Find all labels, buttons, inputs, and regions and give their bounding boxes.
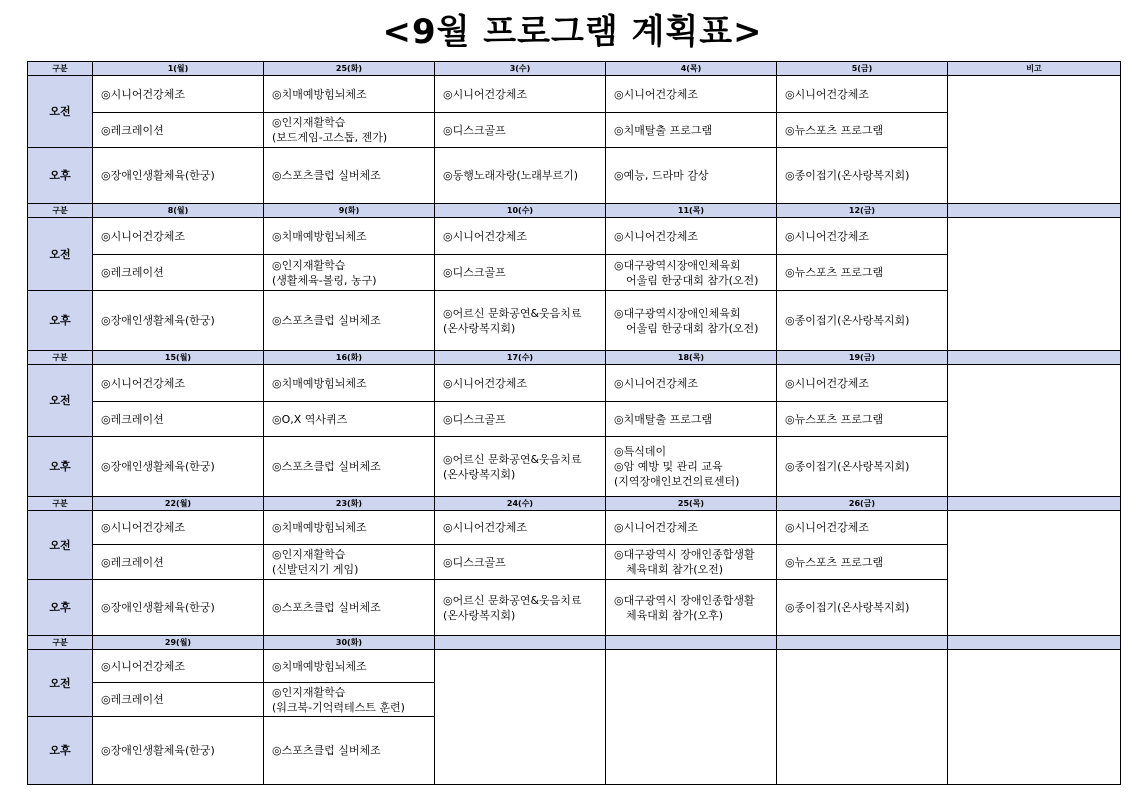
am-label: 오전 bbox=[28, 76, 93, 148]
gubun-label: 구분 bbox=[28, 497, 93, 511]
program-text: ◎시니어건강체조 bbox=[101, 87, 185, 101]
day-header: 23(화) bbox=[264, 497, 435, 511]
am-cell bbox=[606, 218, 777, 255]
remarks-cell bbox=[948, 76, 1121, 204]
am-cell bbox=[606, 113, 777, 148]
am-cell bbox=[264, 218, 435, 255]
pm-cell bbox=[264, 148, 435, 204]
day-header: 11(목) bbox=[606, 204, 777, 218]
program-text: ◎특식데이 bbox=[614, 445, 667, 458]
am-row-1 bbox=[28, 650, 1121, 683]
page-title: <9월 프로그램 계획표> bbox=[382, 12, 763, 52]
program-text: (생활체육-볼링, 농구) bbox=[272, 273, 377, 287]
program-text: ◎스포츠클럽 실버체조 bbox=[272, 744, 381, 757]
program-text: 체육대회 참가(오후) bbox=[626, 608, 724, 622]
program-text: ◎인지재활학습 bbox=[272, 685, 346, 699]
am-cell bbox=[93, 76, 264, 113]
am-row-1 bbox=[28, 511, 1121, 545]
program-text: 체육대회 참가(오전) bbox=[626, 563, 724, 576]
week-header-row bbox=[28, 62, 1121, 76]
program-text: ◎종이접기(온사랑복지회) bbox=[785, 314, 910, 327]
pm-label: 오후 bbox=[28, 580, 93, 636]
program-text: ◎장애인생활체육(한궁) bbox=[101, 314, 215, 327]
program-text: ◎레크레이션 bbox=[101, 266, 164, 279]
gubun-label: 구분 bbox=[28, 62, 93, 76]
remarks-cell bbox=[948, 365, 1121, 497]
pm-cell bbox=[777, 580, 948, 636]
pm-cell bbox=[606, 291, 777, 351]
day-header: 26(금) bbox=[777, 497, 948, 511]
program-text: ◎시니어건강체조 bbox=[101, 659, 185, 673]
pm-cell bbox=[93, 148, 264, 204]
am-cell bbox=[777, 545, 948, 580]
program-text: ◎시니어건강체조 bbox=[101, 376, 185, 390]
program-text: (워크북-기억력테스트 훈련) bbox=[272, 700, 405, 714]
day-header: 19(금) bbox=[777, 351, 948, 365]
program-text: ◎장애인생활체육(한궁) bbox=[101, 169, 215, 182]
pm-cell bbox=[777, 437, 948, 497]
program-text: ◎디스크골프 bbox=[443, 555, 506, 569]
am-cell bbox=[435, 113, 606, 148]
remarks-header bbox=[948, 497, 1121, 511]
program-text: ◎시니어건강체조 bbox=[443, 87, 527, 101]
am-cell bbox=[93, 402, 264, 437]
am-cell bbox=[435, 545, 606, 580]
am-cell bbox=[606, 255, 777, 291]
program-text: ◎치매예방힘뇌체조 bbox=[272, 659, 367, 673]
week-header-row bbox=[28, 636, 1121, 650]
program-text: (온사랑복지회) bbox=[443, 608, 516, 622]
program-text: (보드게임-고스톱, 젠가) bbox=[272, 131, 388, 144]
day-header: 18(목) bbox=[606, 351, 777, 365]
program-text: ◎시니어건강체조 bbox=[614, 521, 698, 534]
program-text: ◎인지재활학습 bbox=[272, 548, 346, 561]
program-text: ◎디스크골프 bbox=[443, 412, 506, 426]
remarks-header bbox=[948, 351, 1121, 365]
am-cell bbox=[264, 650, 435, 683]
am-cell bbox=[435, 650, 606, 785]
am-label: 오전 bbox=[28, 365, 93, 437]
program-text: ◎시니어건강체조 bbox=[785, 229, 869, 243]
day-header: 17(수) bbox=[435, 351, 606, 365]
day-header: 8(월) bbox=[93, 204, 264, 218]
program-text: ◎디스크골프 bbox=[443, 266, 506, 279]
day-header: 12(금) bbox=[777, 204, 948, 218]
remarks-header bbox=[948, 204, 1121, 218]
am-cell bbox=[777, 113, 948, 148]
program-text: ◎인지재활학습 bbox=[272, 116, 346, 129]
pm-label: 오후 bbox=[28, 291, 93, 351]
program-text: (신발던지기 게임) bbox=[272, 563, 359, 576]
am-cell bbox=[93, 113, 264, 148]
program-text: ◎시니어건강체조 bbox=[101, 521, 185, 534]
program-text: ◎스포츠클럽 실버체조 bbox=[272, 460, 381, 473]
gubun-label: 구분 bbox=[28, 636, 93, 650]
pm-cell bbox=[606, 580, 777, 636]
program-text: ◎레크레이션 bbox=[101, 555, 164, 569]
am-cell bbox=[435, 402, 606, 437]
program-text: ◎시니어건강체조 bbox=[785, 521, 869, 534]
day-header bbox=[435, 636, 606, 650]
program-text: ◎스포츠클럽 실버체조 bbox=[272, 601, 381, 614]
program-text: ◎시니어건강체조 bbox=[785, 87, 869, 101]
day-header: 10(수) bbox=[435, 204, 606, 218]
am-cell bbox=[93, 255, 264, 291]
program-text: ◎치매예방힘뇌체조 bbox=[272, 376, 367, 390]
program-text: ◎레크레이션 bbox=[101, 412, 164, 426]
am-cell bbox=[435, 218, 606, 255]
program-text: ◎대구광역시장애인체육회 bbox=[614, 306, 741, 320]
day-header: 25(목) bbox=[606, 497, 777, 511]
am-cell bbox=[264, 113, 435, 148]
pm-cell bbox=[435, 148, 606, 204]
am-row-1 bbox=[28, 218, 1121, 255]
pm-cell bbox=[264, 580, 435, 636]
day-header: 16(화) bbox=[264, 351, 435, 365]
week-header-row bbox=[28, 351, 1121, 365]
am-cell bbox=[93, 683, 264, 717]
program-text: ◎대구광역시장애인체육회 bbox=[614, 258, 741, 272]
program-text: ◎디스크골프 bbox=[443, 123, 506, 137]
day-header: 5(금) bbox=[777, 62, 948, 76]
pm-cell bbox=[264, 291, 435, 351]
program-text: ◎종이접기(온사랑복지회) bbox=[785, 460, 910, 473]
day-header: 25(화) bbox=[264, 62, 435, 76]
program-text: 어울림 한궁대회 참가(오전) bbox=[626, 321, 759, 335]
am-cell bbox=[606, 365, 777, 402]
program-text: ◎장애인생활체육(한궁) bbox=[101, 744, 215, 757]
program-text: ◎시니어건강체조 bbox=[614, 229, 698, 243]
program-text: ◎뉴스포츠 프로그램 bbox=[785, 555, 884, 569]
program-text: ◎O,X 역사퀴즈 bbox=[272, 412, 348, 426]
program-text: ◎종이접기(온사랑복지회) bbox=[785, 169, 910, 182]
am-cell bbox=[606, 545, 777, 580]
gubun-label: 구분 bbox=[28, 351, 93, 365]
am-cell bbox=[777, 365, 948, 402]
am-cell bbox=[777, 76, 948, 113]
pm-label: 오후 bbox=[28, 717, 93, 785]
pm-cell bbox=[606, 148, 777, 204]
pm-cell bbox=[435, 437, 606, 497]
pm-cell bbox=[606, 437, 777, 497]
am-cell bbox=[435, 511, 606, 545]
remarks-header bbox=[948, 636, 1121, 650]
day-header: 15(월) bbox=[93, 351, 264, 365]
am-cell bbox=[606, 402, 777, 437]
am-label: 오전 bbox=[28, 650, 93, 717]
program-text: ◎시니어건강체조 bbox=[443, 521, 527, 534]
pm-cell bbox=[93, 580, 264, 636]
remarks-header: 비고 bbox=[948, 62, 1121, 76]
program-text: ◎뉴스포츠 프로그램 bbox=[785, 412, 884, 426]
am-cell bbox=[93, 218, 264, 255]
am-cell bbox=[777, 218, 948, 255]
program-text: ◎대구광역시 장애인종합생활 bbox=[614, 593, 755, 607]
program-text: ◎어르신 문화공연&웃음치료 bbox=[443, 306, 582, 320]
program-text: ◎레크레이션 bbox=[101, 123, 164, 137]
program-text: ◎장애인생활체육(한궁) bbox=[101, 460, 215, 473]
pm-cell bbox=[435, 291, 606, 351]
program-text: ◎예능, 드라마 감상 bbox=[614, 169, 709, 182]
am-cell bbox=[93, 650, 264, 683]
day-header: 4(목) bbox=[606, 62, 777, 76]
am-cell bbox=[93, 365, 264, 402]
program-text: ◎시니어건강체조 bbox=[614, 376, 698, 390]
program-text: ◎시니어건강체조 bbox=[443, 376, 527, 390]
am-cell bbox=[606, 76, 777, 113]
program-text: ◎치매탈출 프로그램 bbox=[614, 412, 713, 426]
day-header: 1(월) bbox=[93, 62, 264, 76]
program-text: ◎시니어건강체조 bbox=[614, 87, 698, 101]
am-cell bbox=[435, 365, 606, 402]
am-cell bbox=[435, 76, 606, 113]
program-text: ◎시니어건강체조 bbox=[785, 376, 869, 390]
am-cell bbox=[93, 511, 264, 545]
program-text: ◎시니어건강체조 bbox=[443, 229, 527, 243]
week-header-row bbox=[28, 497, 1121, 511]
am-cell bbox=[606, 511, 777, 545]
day-header bbox=[606, 636, 777, 650]
am-cell bbox=[264, 683, 435, 717]
am-cell bbox=[264, 255, 435, 291]
pm-cell bbox=[93, 717, 264, 785]
am-cell bbox=[264, 402, 435, 437]
pm-cell bbox=[435, 580, 606, 636]
day-header: 9(화) bbox=[264, 204, 435, 218]
am-cell bbox=[777, 511, 948, 545]
program-text: ◎암 예방 및 관리 교육 bbox=[614, 460, 723, 473]
program-text: ◎치매예방힘뇌체조 bbox=[272, 87, 367, 101]
program-text: ◎종이접기(온사랑복지회) bbox=[785, 601, 910, 614]
program-text: ◎장애인생활체육(한궁) bbox=[101, 601, 215, 614]
program-text: (지역장애인보건의료센터) bbox=[614, 475, 740, 488]
program-text: ◎어르신 문화공연&웃음치료 bbox=[443, 593, 582, 607]
am-cell bbox=[435, 255, 606, 291]
gubun-label: 구분 bbox=[28, 204, 93, 218]
day-header: 30(화) bbox=[264, 636, 435, 650]
pm-cell bbox=[777, 291, 948, 351]
program-text: ◎스포츠클럽 실버체조 bbox=[272, 169, 381, 182]
am-cell bbox=[264, 365, 435, 402]
program-text: ◎시니어건강체조 bbox=[101, 229, 185, 243]
am-cell bbox=[264, 545, 435, 580]
am-cell bbox=[264, 511, 435, 545]
program-text: ◎대구광역시 장애인종합생활 bbox=[614, 548, 755, 561]
am-cell bbox=[777, 402, 948, 437]
day-header: 3(수) bbox=[435, 62, 606, 76]
day-header: 29(월) bbox=[93, 636, 264, 650]
program-text: ◎레크레이션 bbox=[101, 693, 164, 706]
program-text: ◎인지재활학습 bbox=[272, 258, 346, 272]
am-row-1 bbox=[28, 76, 1121, 113]
day-header: 24(수) bbox=[435, 497, 606, 511]
pm-cell bbox=[93, 291, 264, 351]
program-text: ◎동행노래자랑(노래부르기) bbox=[443, 169, 579, 182]
am-cell bbox=[264, 76, 435, 113]
program-text: (온사랑복지회) bbox=[443, 321, 516, 335]
program-text: (온사랑복지회) bbox=[443, 467, 516, 481]
program-text: ◎어르신 문화공연&웃음치료 bbox=[443, 452, 582, 466]
am-cell bbox=[606, 650, 777, 785]
pm-cell bbox=[264, 717, 435, 785]
program-text: ◎치매예방힘뇌체조 bbox=[272, 521, 367, 534]
program-text: 어울림 한궁대회 참가(오전) bbox=[626, 273, 759, 287]
program-text: ◎뉴스포츠 프로그램 bbox=[785, 123, 884, 137]
program-text: ◎치매예방힘뇌체조 bbox=[272, 229, 367, 243]
pm-cell bbox=[777, 148, 948, 204]
program-text: ◎스포츠클럽 실버체조 bbox=[272, 314, 381, 327]
am-row-1 bbox=[28, 365, 1121, 402]
remarks-cell bbox=[948, 650, 1121, 785]
am-cell bbox=[777, 650, 948, 785]
pm-label: 오후 bbox=[28, 437, 93, 497]
day-header bbox=[777, 636, 948, 650]
remarks-cell bbox=[948, 218, 1121, 351]
am-label: 오전 bbox=[28, 511, 93, 580]
am-cell bbox=[777, 255, 948, 291]
program-text: ◎뉴스포츠 프로그램 bbox=[785, 266, 884, 279]
am-label: 오전 bbox=[28, 218, 93, 291]
week-header-row bbox=[28, 204, 1121, 218]
remarks-cell bbox=[948, 511, 1121, 636]
pm-label: 오후 bbox=[28, 148, 93, 204]
program-text: ◎치매탈출 프로그램 bbox=[614, 123, 713, 137]
pm-cell bbox=[264, 437, 435, 497]
pm-cell bbox=[93, 437, 264, 497]
day-header: 22(월) bbox=[93, 497, 264, 511]
am-cell bbox=[93, 545, 264, 580]
schedule-table bbox=[27, 61, 1121, 785]
